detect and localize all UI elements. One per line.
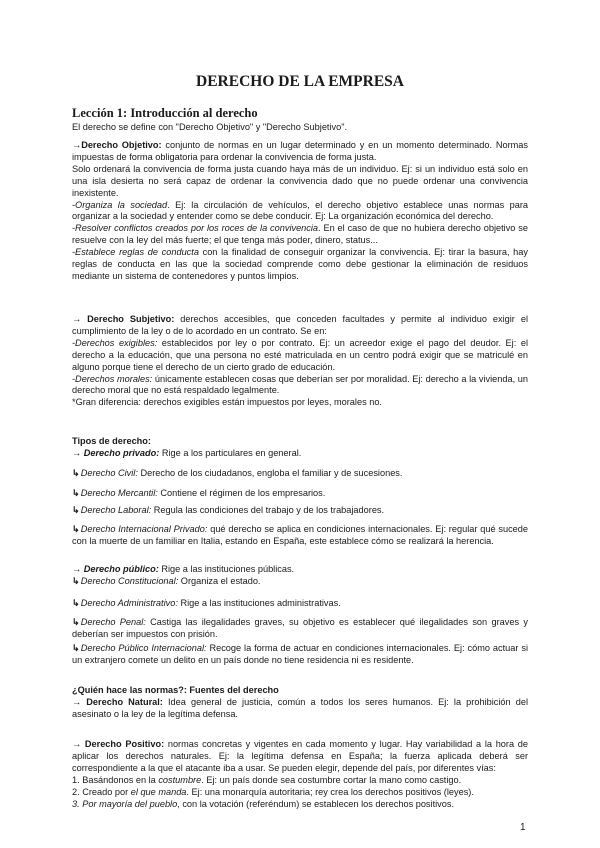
tipo-privado: → Derecho privado: Rige a los particulares en general. [72, 447, 302, 458]
sub-arrow-icon: ↳ [72, 617, 80, 627]
sub-arrow-icon: ↳ [72, 598, 80, 608]
list-item: 1. Basándonos en la costumbre. Ej: un país donde sea costumbre cortar la mano como castigo. [72, 774, 462, 785]
subjetivo-note: *Gran diferencia: derechos exigibles están impuestos por leyes, morales no. [72, 397, 382, 408]
derecho-natural: → Derecho Natural: Idea general de justicia, común a todos los seres humanos. Ej: la prohibición del asesinato o la ley de la legítima defensa. [72, 696, 528, 719]
objetivo-function: -Organiza la sociedad. Ej: la circulación de vehículos, el derecho objetivo establece unas normas para organizar a la sociedad y entender como se debe conducir. Ej: La organización económica del derecho. [72, 199, 529, 222]
section-tipos [72, 436, 528, 460]
lesson-heading: Lección 1: Introducción al derecho [72, 106, 258, 120]
tipo-internacional-privado: ↳Derecho Internacional Privado: qué derecho se aplica en condiciones internacionales. Ej: regular qué sucede con la muerte de un familiar en Italia, estando en España, este establece cómo se realizará la herencia. [72, 524, 528, 546]
arrow-icon: → [72, 140, 82, 150]
tipo-publico: → Derecho público: Rige a las instituciones públicas. ↳Derecho Constitucional: Organiza el estado. [72, 564, 528, 588]
arrow-icon: → [72, 739, 82, 749]
subjetivo-definition: → Derecho Subjetivo: derechos accesibles, que conceden facultades y permite al individuo exigir el cumplimiento de la ley o de lo acordado en un contrato. Se en: [72, 314, 528, 336]
tipo-penal: ↳Derecho Penal: Castiga las ilegalidades graves, su objetivo es establecer qué ilegalidades son graves y deberían ser impuestos con prisión. [72, 617, 528, 639]
derecho-positivo: → Derecho Positivo: normas concretas y vigentes en cada momento y lugar. Hay variabilidad a la hora de aplicar los derechos naturales. Ej: la legítima defensa en España; la fuerza aplicada deberá ser correspondiente a la que el atacante iba a usar. Se pueden elegir, depende del país, por diferentes vías: [72, 739, 528, 773]
term: Derecho Objetivo: [81, 140, 162, 150]
tipos-heading: Tipos de derecho: [72, 436, 151, 446]
fuentes-heading: ¿Quién hace las normas?: Fuentes del derecho [72, 685, 279, 695]
tipo-laboral: ↳Derecho Laboral: Regula las condiciones del trabajo y de los trabajadores. [72, 505, 385, 515]
section-fuentes [72, 685, 528, 721]
sub-arrow-icon: ↳ [72, 468, 80, 478]
tipo-publico-internacional: ↳Derecho Público Internacional: Recoge la forma de actuar en condiciones internacionales. Ej: cómo actuar si un extranjero comete un delito en un país donde no tiene residencia ni es residente. [72, 643, 528, 665]
arrow-icon: → [72, 447, 82, 458]
term: Derecho Subjetivo: [81, 314, 175, 324]
tipo-constitucional: ↳Derecho Constitucional: Organiza el estado. [72, 575, 261, 586]
tipo-administrativo: ↳Derecho Administrativo: Rige a las instituciones administrativas. [72, 598, 341, 608]
section-derecho-positivo [72, 739, 528, 810]
sub-arrow-icon: ↳ [72, 488, 80, 498]
section-derecho-subjetivo [72, 314, 528, 409]
sub-arrow-icon: ↳ [72, 505, 80, 515]
section-derecho-objetivo [72, 140, 528, 283]
sub-arrow-icon: ↳ [72, 643, 80, 653]
objetivo-function: -Establece reglas de conducta con la finalidad de conseguir organizar la convivencia. Ej: tirar la basura, hay reglas de conducta en las que la sociedad comprende como debe gestionar la eliminación de residuos mediante un sistema de contenedores y puntos limpios. [72, 247, 528, 281]
sub-arrow-icon: ↳ [72, 575, 80, 586]
list-item: 2. Creado por el que manda. Ej: una monarquía autoritaria; rey crea los derechos positivos (leyes). [72, 786, 474, 797]
subjetivo-exigibles: -Derechos exigibles: establecidos por ley o por contrato. Ej: un acreedor exige el pago del deudor. Ej: el derecho a la educación, que una persona no esté matriculada en un centro podrá exigir que se matriculé en alguno porque tiene el derecho de un cierto grado de educación. [72, 337, 528, 372]
arrow-icon: → [72, 696, 82, 707]
arrow-icon: → [72, 314, 82, 324]
sub-arrow-icon: ↳ [72, 524, 80, 534]
tipo-mercantil: ↳Derecho Mercantil: Contiene el régimen de los empresarios. [72, 488, 326, 498]
objetivo-function: -Resolver conflictos creados por los roces de la convivencia. En el caso de que no hubiera derecho objetivo se resuelve con la ley del más fuerte; el que tenga más poder, dinero, status... [72, 223, 528, 246]
arrow-icon: → [72, 564, 82, 574]
tipo-civil: ↳Derecho Civil: Derecho de los ciudadanos, engloba el familiar y de sucesiones. [72, 468, 403, 478]
subjetivo-morales: -Derechos morales: únicamente establecen cosas que deberían ser por moralidad. Ej: derecho a la vivienda, un derecho moral que no está respaldado legalmente. [72, 373, 528, 396]
intro-paragraph: El derecho se define con "Derecho Objetivo" y "Derecho Subjetivo". [72, 122, 348, 132]
page-number: 1 [520, 822, 526, 833]
objetivo-paragraph: Solo ordenará la convivencia de forma justa cuando haya más de un individuo. Ej: si un individuo está solo en una isla desierta no será capaz de ordenar la convivencia dado que no puede ordenar una convivencia inexistente. [72, 163, 528, 198]
document-title: DERECHO DE LA EMPRESA [196, 73, 404, 90]
objetivo-definition: →Derecho Objetivo: conjunto de normas en un lugar determinado y en un momento determinado. Normas impuestas de forma obligatoria para ordenar la convivencia de forma justa. [72, 140, 528, 162]
list-item: 3. Por mayoría del pueblo, con la votación (referéndum) se establecen los derechos positivos. [72, 798, 455, 809]
